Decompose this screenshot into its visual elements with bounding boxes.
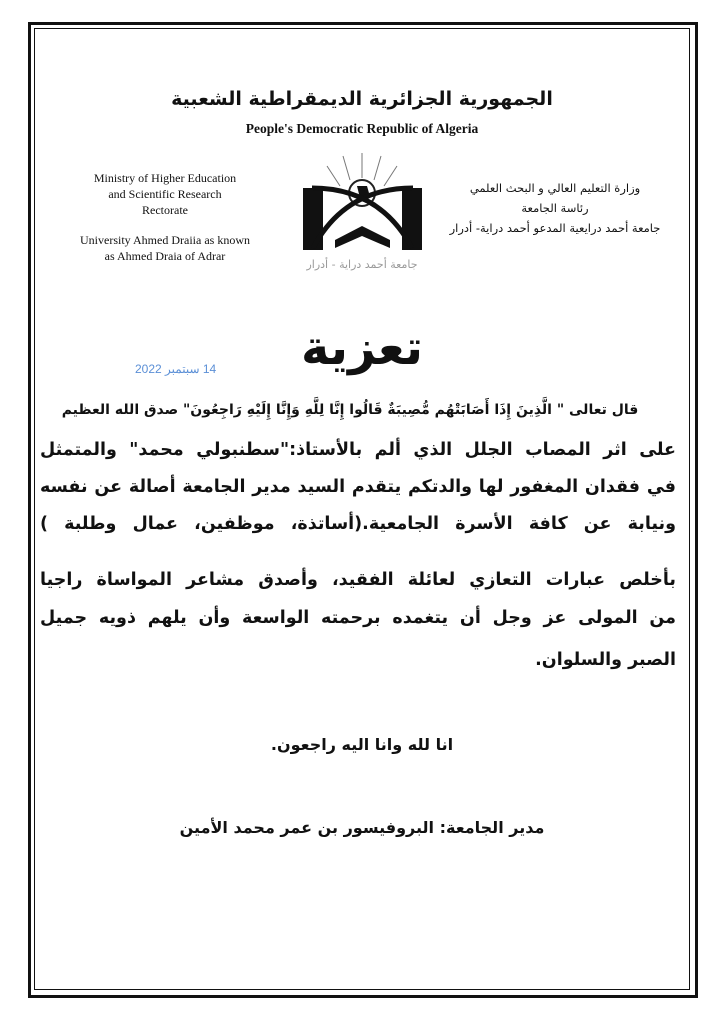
ministry-line: and Scientific Research [108,187,222,201]
republic-arabic: الجمهورية الجزائرية الديمقراطية الشعبية [171,88,553,110]
closing-phrase: انا لله وانا اليه راجعون. [270,735,454,754]
body-line: بأخلص عبارات التعازي لعائلة الفقيد، وأصدق مشاعر المواساة راجيا [40,570,676,590]
document-title: تعزية [300,320,424,376]
ministry-line: رئاسة الجامعة [521,201,589,215]
ministry-english [60,170,270,264]
republic-english: People's Democratic Republic of Algeria [245,121,479,136]
body-line: على اثر المصاب الجلل الذي ألم بالأستاذ:"سطنبولي محمد" والمتمثل [40,440,676,460]
quran-verse: قال تعالى " الَّذِينَ إِذَا أَصَابَتْهُم مُّصِيبَةٌ قَالُوا إِنَّا لِلَّهِ وَإِنَّا إِلَيْهِ رَاجِعُونَ" صدق الله العظيم [61,402,639,418]
body-line: الصبر والسلوان. [535,650,676,670]
university-line: University Ahmed Draiia as known [80,233,250,247]
ministry-arabic [440,178,670,238]
ministry-line: Rectorate [142,203,188,217]
university-line: as Ahmed Draia of Adrar [104,249,226,263]
body-line: في فقدان المغفور لها والدتكم يتقدم السيد مدير الجامعة أصالة عن نفسه [40,477,676,497]
body-line: ونيابة عن كافة الأسرة الجامعية.(أساتذة، موظفين، عمال وطلبة ) [40,514,676,534]
signature: مدير الجامعة: البروفيسور بن عمر محمد الأمين [179,818,545,837]
ministry-line: جامعة أحمد درايعية المدعو أحمد دراية- أدرار [449,221,661,235]
logo-text: جامعة أحمد دراية - أدرار [306,258,418,271]
ministry-line: Ministry of Higher Education [93,171,237,185]
university-logo [295,148,430,276]
body-line: من المولى عز وجل أن يتغمده برحمته الواسعة وأن يلهم ذويه جميل [40,608,676,628]
ministry-line: وزارة التعليم العالي و البحث العلمي [469,181,641,195]
date-stamp: 14 سبتمبر 2022 [135,362,217,376]
